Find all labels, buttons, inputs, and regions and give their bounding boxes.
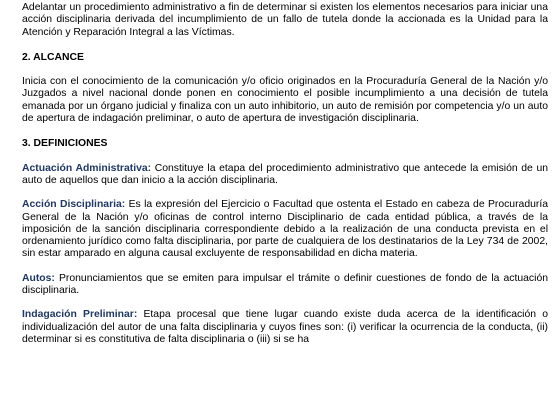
definition-item	[22, 163, 548, 188]
definition-text: Etapa procesal que tiene lugar cuando existe duda acerca de la identificación o individualización del autor de una falta disciplinaria y cuyos fines son: (i) verificar la ocurrencia de la conducta, (ii) determinar si es constitutiva de falta disciplinaria o (iii) si se ha	[22, 309, 549, 345]
section-heading-definiciones: 3. DEFINICIONES	[22, 138, 108, 150]
section-heading-alcance: 2. ALCANCE	[22, 51, 84, 63]
definition-term: Acción Disciplinaria:	[22, 199, 126, 211]
definition-term: Autos:	[22, 272, 55, 284]
definition-text: Constituye la etapa del procedimiento administrativo que antecede la emisión de un auto de aquellos que dan inicio a la acción disciplinaria.	[22, 162, 549, 186]
definition-text: Pronunciamientos que se emiten para impulsar el trámite o definir cuestiones de fondo de la actuación disciplinaria.	[22, 272, 548, 297]
definition-term: Actuación Administrativa:	[22, 162, 152, 174]
definition-item	[22, 199, 548, 260]
definition-item	[22, 273, 548, 298]
definition-text: Es la expresión del Ejercicio o Facultad que ostenta el Estado en cabeza de Procuraduría General de la Nación y/o oficinas de control interno Disciplinario de cada entidad pública, a través de la imposición de la sanción disciplinaria correspondiente debido a la realización de una conducta prevista en el ordenamiento jurídico como falta disciplinaria, por parte de cualquiera de los destinatarios de la Ley 734 de 2002, sin estar amparado en alguna causal excluyente de responsabilidad en dicha materia.	[22, 199, 549, 260]
intro-paragraph: Adelantar un procedimiento administrativo a fin de determinar si existen los elementos necesarios para iniciar una acción disciplinaria derivada del incumplimiento de un fallo de tutela donde la accionada es la Unidad para la Atención y Reparación Integral a las Víctimas.	[22, 2, 548, 38]
definition-item	[22, 309, 548, 346]
definition-term: Indagación Preliminar:	[22, 309, 138, 321]
alcance-paragraph: Inicia con el conocimiento de la comunicación y/o oficio originados en la Procuraduría General de la Nación y/o Juzgados a nivel nacional donde ponen en conocimiento el posible incumplimiento a una decisión de tutela emanada por un órgano judicial y finaliza con un auto inhibitorio, un auto de remisión por competencia y/o un auto de apertura de indagación preliminar, o auto de apertura de investigación disciplinaria.	[22, 76, 548, 125]
